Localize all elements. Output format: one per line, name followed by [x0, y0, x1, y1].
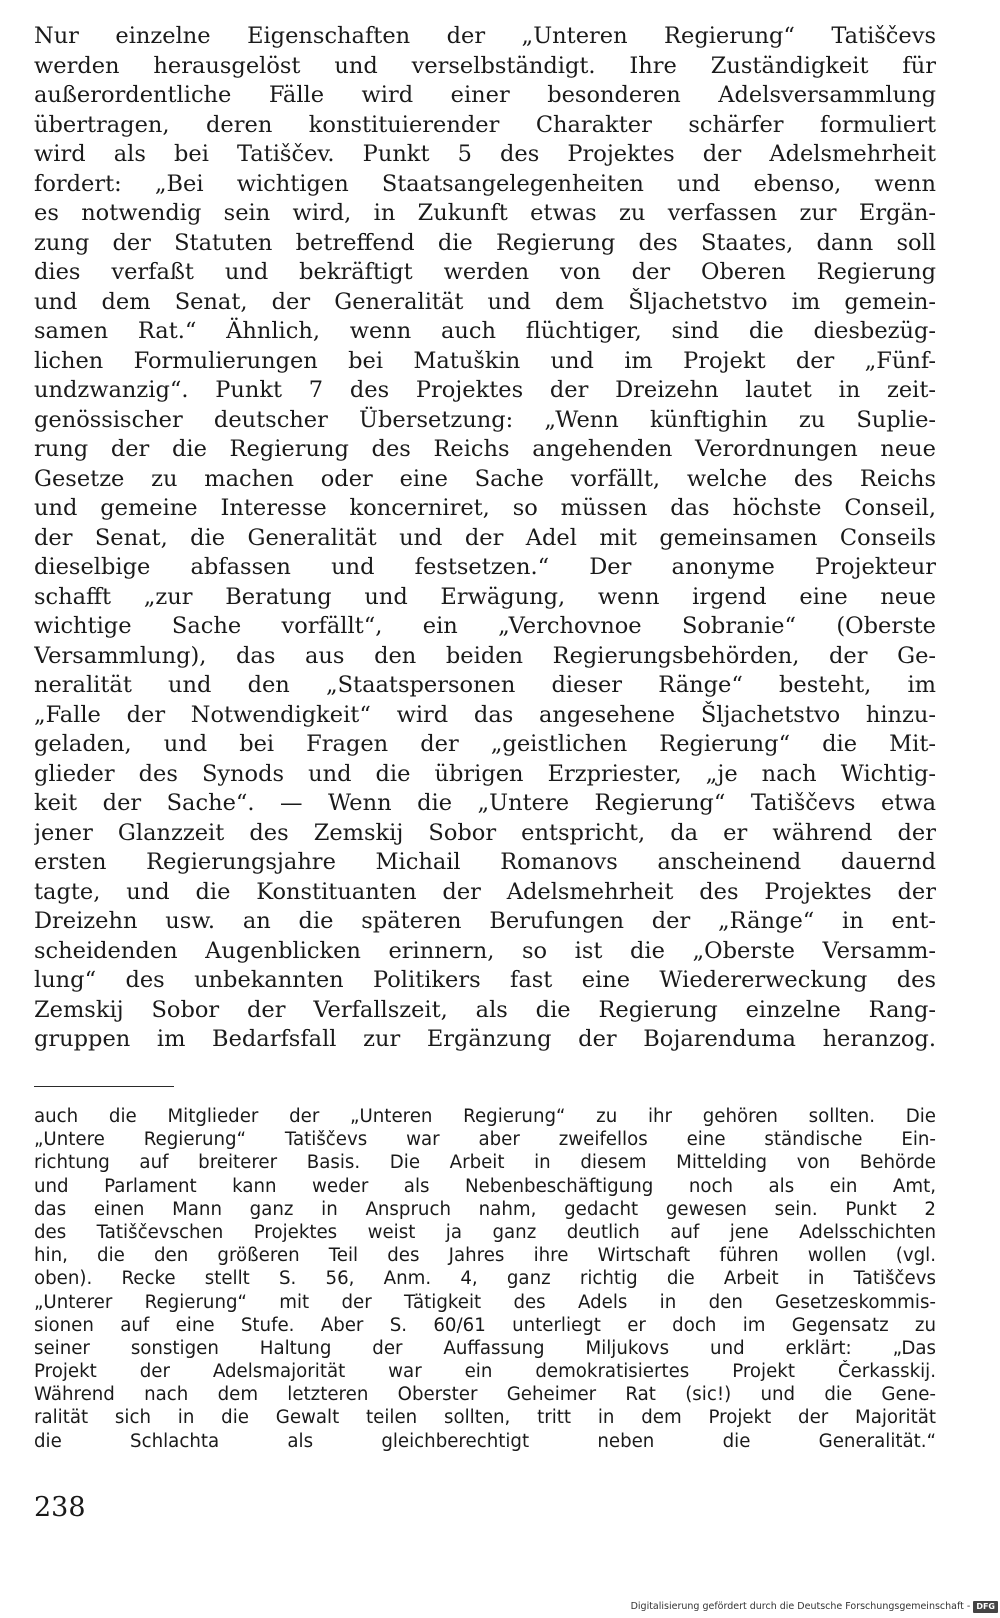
footnote-line: „Unterer Regierung“ mit der Tätigkeit des Adels in den Gesetzeskommis-: [34, 1291, 936, 1313]
credit-text: Digitalisierung gefördert durch die Deutsche Forschungsgemeinschaft -: [630, 1601, 971, 1612]
text-line: schafft „zur Beratung und Erwägung, wenn irgend eine neue: [34, 583, 936, 610]
text-line: übertragen, deren konstituierender Charakter schärfer formuliert: [34, 111, 936, 138]
footnote-line: ralität sich in die Gewalt teilen sollten, tritt in dem Projekt der Majorität: [34, 1407, 936, 1429]
text-line: jener Glanzzeit des Zemskij Sobor entspricht, da er während der: [34, 819, 936, 846]
footnote-line: das einen Mann ganz in Anspruch nahm, gedacht gewesen sein. Punkt 2: [34, 1198, 936, 1220]
footnote-line: die Schlachta als gleichberechtigt neben die Generalität.“: [34, 1430, 936, 1452]
footnote-line: auch die Mitglieder der „Unteren Regierung“ zu ihr gehören sollten. Die: [34, 1106, 936, 1127]
text-line: Versammlung), das aus den beiden Regierungsbehörden, der Ge-: [34, 642, 936, 669]
footnote-line: Projekt der Adelsmajorität war ein demokratisiertes Projekt Čerkasskij.: [34, 1361, 936, 1383]
footnote-line: des Tatiščevschen Projektes weist ja ganz deutlich auf jene Adelsschichten: [34, 1221, 936, 1243]
main-text-block: [34, 22, 936, 1055]
footnote-line: seiner sonstigen Haltung der Auffassung Miljukovs und erklärt: „Das: [34, 1337, 936, 1359]
text-line: wird als bei Tatiščev. Punkt 5 des Projektes der Adelsmehrheit: [34, 141, 936, 167]
text-line: es notwendig sein wird, in Zukunft etwas zu verfassen zur Ergän-: [34, 200, 936, 226]
text-line: neralität und den „Staatspersonen dieser Ränge“ besteht, im: [34, 672, 936, 698]
footnote-line: „Untere Regierung“ Tatiščevs war aber zweifellos eine ständische Ein-: [34, 1129, 936, 1151]
footnote-rule: [34, 1086, 174, 1087]
text-line: der Senat, die Generalität und der Adel mit gemeinsamen Conseils: [34, 524, 936, 551]
text-line: genössischer deutscher Übersetzung: „Wenn künftighin zu Suplie-: [34, 406, 936, 433]
footnote-line: hin, die den größeren Teil des Jahres ihre Wirtschaft führen wollen (vgl.: [34, 1245, 936, 1267]
footnote-line: richtung auf breiterer Basis. Die Arbeit in diesem Mittelding von Behörde: [34, 1152, 936, 1174]
text-line: dieselbige abfassen und festsetzen.“ Der anonyme Projekteur: [34, 554, 936, 580]
text-line: Dreizehn usw. an die späteren Berufungen der „Ränge“ in ent-: [34, 908, 936, 934]
dfg-logo-icon: DFG: [973, 1601, 998, 1613]
text-line: „Falle der Notwendigkeit“ wird das angesehene Šljachetstvo hinzu-: [34, 701, 936, 728]
text-line: samen Rat.“ Ähnlich, wenn auch flüchtiger, sind die diesbezüg-: [34, 318, 936, 344]
footnote-line: oben). Recke stellt S. 56, Anm. 4, ganz richtig die Arbeit in Tatiščevs: [34, 1268, 936, 1290]
text-line: gruppen im Bedarfsfall zur Ergänzung der Bojarenduma heranzog.: [34, 1026, 936, 1052]
text-line: wichtige Sache vorfällt“, ein „Verchovnoe Sobranie“ (Oberste: [34, 613, 936, 639]
text-line: außerordentliche Fälle wird einer besonderen Adelsversammlung: [34, 82, 936, 108]
digitization-credit: [631, 1600, 998, 1614]
text-line: Gesetze zu machen oder eine Sache vorfällt, welche des Reichs: [34, 465, 936, 492]
text-line: glieder des Synods und die übrigen Erzpriester, „je nach Wichtig-: [34, 760, 936, 787]
footnote-line: und Parlament kann weder als Nebenbeschäftigung noch als ein Amt,: [34, 1175, 936, 1197]
text-line: und gemeine Interesse koncerniret, so müssen das höchste Conseil,: [34, 495, 936, 521]
text-line: dies verfaßt und bekräftigt werden von der Oberen Regierung: [34, 259, 936, 285]
footnote-line: sionen auf eine Stufe. Aber S. 60/61 unterliegt er doch im Gegensatz zu: [34, 1314, 936, 1336]
footnote-block: [34, 1105, 936, 1453]
text-line: Zemskij Sobor der Verfallszeit, als die Regierung einzelne Rang-: [34, 996, 936, 1023]
text-line: rung der die Regierung des Reichs angehenden Verordnungen neue: [34, 436, 936, 462]
page-number: 238: [34, 1492, 86, 1523]
text-line: scheidenden Augenblicken erinnern, so ist die „Oberste Versamm-: [34, 937, 936, 964]
text-line: undzwanzig“. Punkt 7 des Projektes der Dreizehn lautet in zeit-: [34, 377, 936, 403]
footnote-line: Während nach dem letzteren Oberster Geheimer Rat (sic!) und die Gene-: [34, 1384, 936, 1406]
text-line: Nur einzelne Eigenschaften der „Unteren Regierung“ Tatiščevs: [34, 23, 936, 49]
text-line: lichen Formulierungen bei Matuškin und im Projekt der „Fünf-: [34, 347, 936, 374]
text-line: keit der Sache“. — Wenn die „Untere Regierung“ Tatiščevs etwa: [34, 790, 936, 816]
text-line: und dem Senat, der Generalität und dem Šljachetstvo im gemein-: [34, 288, 936, 315]
text-line: geladen, und bei Fragen der „geistlichen Regierung“ die Mit-: [34, 731, 936, 757]
text-line: tagte, und die Konstituanten der Adelsmehrheit des Projektes der: [34, 878, 936, 905]
text-line: lung“ des unbekannten Politikers fast eine Wiedererweckung des: [34, 967, 936, 993]
text-line: werden herausgelöst und verselbständigt. Ihre Zuständigkeit für: [34, 52, 936, 79]
text-line: fordert: „Bei wichtigen Staatsangelegenheiten und ebenso, wenn: [34, 170, 936, 197]
text-line: ersten Regierungsjahre Michail Romanovs anscheinend dauernd: [34, 849, 936, 875]
text-line: zung der Statuten betreffend die Regierung des Staates, dann soll: [34, 229, 936, 256]
